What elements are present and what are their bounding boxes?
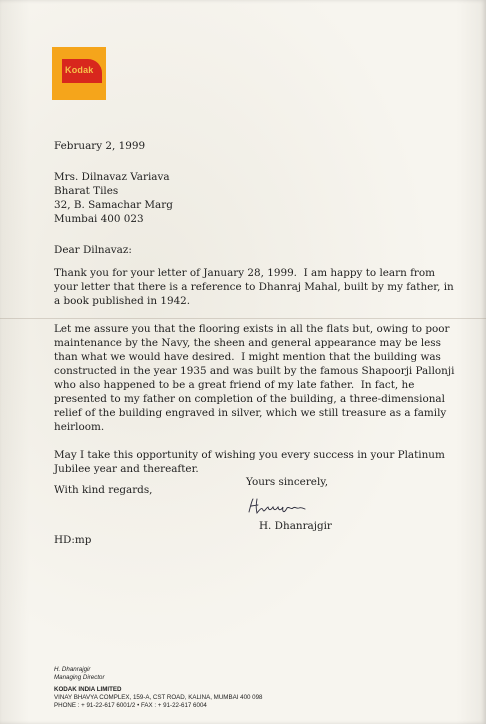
signatory-name: H. Dhanrajgir: [259, 520, 332, 532]
recipient-company: Bharat Tiles: [54, 185, 119, 197]
recipient-name: Mrs. Dilnavaz Variava: [54, 171, 170, 183]
paragraph-3-line: May I take this opportunity of wishing you every success in your Platinum: [54, 449, 445, 461]
footer-phone-fax: PHONE : + 91-22-617 6001/2 • FAX : + 91-22-617 6004: [54, 702, 207, 709]
paragraph-2-line: heirloom.: [54, 421, 105, 433]
recipient-city: Mumbai 400 023: [54, 213, 144, 225]
paragraph-1-line: a book published in 1942.: [54, 295, 191, 307]
paragraph-2-line: constructed in the year 1935 and was built by the famous Shapoorji Pallonji: [54, 365, 455, 377]
paragraph-2-line: presented to my father on completion of the building, a three-dimensional: [54, 393, 445, 405]
footer-name: H. Dhanrajgir: [54, 666, 91, 673]
handwritten-signature: [246, 496, 308, 518]
valediction: Yours sincerely,: [246, 476, 329, 488]
footer-company: KODAK INDIA LIMITED: [54, 686, 122, 693]
footer-title: Managing Director: [54, 674, 105, 681]
kodak-logo-text: Kodak: [65, 65, 94, 75]
reference-initials: HD:mp: [54, 534, 92, 546]
paragraph-2-line: who also happened to be a great friend of my late father. In fact, he: [54, 379, 415, 391]
recipient-street: 32, B. Samachar Marg: [54, 199, 173, 211]
paragraph-2-line: Let me assure you that the flooring exists in all the flats but, owing to poor: [54, 323, 450, 335]
paragraph-2-line: than what we would have desired. I might mention that the building was: [54, 351, 441, 363]
kodak-logo: [52, 47, 106, 100]
paragraph-3-line: Jubilee year and thereafter.: [54, 463, 199, 475]
paragraph-1-line: Thank you for your letter of January 28, 1999. I am happy to learn from: [54, 267, 435, 279]
paragraph-2-line: relief of the building engraved in silver, which we still treasure as a family: [54, 407, 447, 419]
paragraph-2-line: maintenance by the Navy, the sheen and general appearance may be less: [54, 337, 441, 349]
paragraph-1-line: your letter that there is a reference to Dhanraj Mahal, built by my father, in: [54, 281, 454, 293]
letter-date: February 2, 1999: [54, 140, 146, 152]
paper-fold-line: [0, 318, 486, 319]
footer-address: VINAY BHAVYA COMPLEX, 159-A, CST ROAD, KALINA, MUMBAI 400 098: [54, 694, 263, 701]
salutation: Dear Dilnavaz:: [54, 244, 132, 256]
closing: With kind regards,: [54, 484, 153, 496]
